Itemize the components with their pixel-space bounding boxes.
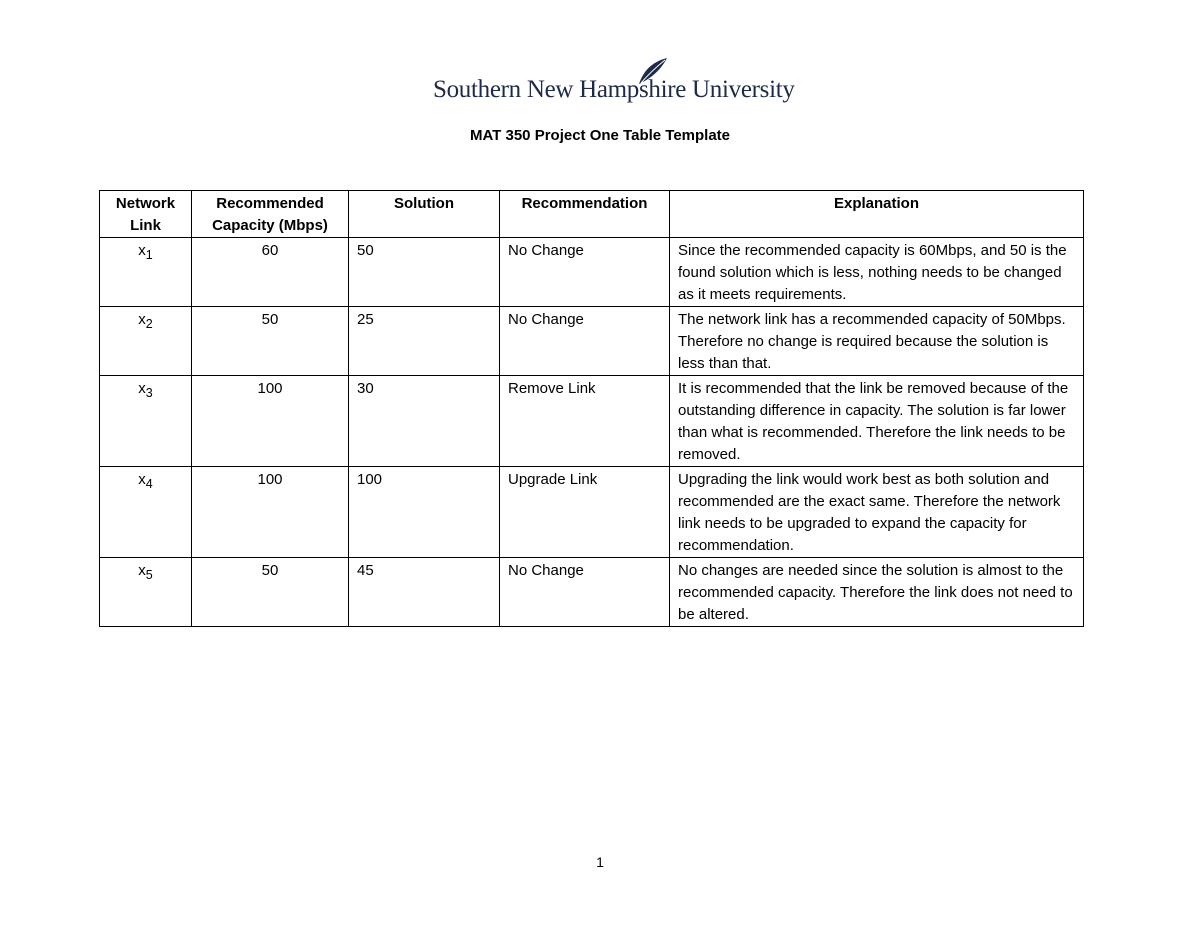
page-number: 1 [596,854,604,870]
data-table [99,190,1084,627]
recommendation-cell: No Change [500,307,670,376]
table-row [100,376,1084,467]
link-subscript: 2 [145,317,153,331]
solution-cell: 100 [349,467,500,558]
link-name: x [138,562,146,579]
table-row [100,238,1084,307]
recommendation-cell: No Change [500,238,670,307]
link-name: x [138,380,146,397]
table-row [100,307,1084,376]
capacity-cell: 60 [192,238,349,307]
page-title: MAT 350 Project One Table Template [469,127,731,144]
solution-cell: 30 [349,376,500,467]
explanation-cell: The network link has a recommended capacity of 50Mbps. Therefore no change is required because the solution is less than that. [670,307,1084,376]
solution-cell: 50 [349,238,500,307]
recommendation-cell: Upgrade Link [500,467,670,558]
link-cell [100,238,192,307]
logo-text: Southern New Hampshire University [433,76,795,103]
link-cell [100,307,192,376]
explanation-cell: Upgrading the link would work best as both solution and recommended are the exact same. Therefore the network link needs to be upgraded to expand the capacity for recommendation. [670,467,1084,558]
header-explanation: Explanation [670,191,1084,238]
solution-cell: 25 [349,307,500,376]
university-logo [433,56,795,108]
link-subscript: 5 [145,568,153,582]
link-name: x [138,471,146,488]
header-network-link: Network Link [100,191,192,238]
capacity-cell: 100 [192,376,349,467]
link-name: x [138,242,146,259]
explanation-cell: Since the recommended capacity is 60Mbps, and 50 is the found solution which is less, nothing needs to be changed as it meets requirements. [670,238,1084,307]
capacity-cell: 50 [192,307,349,376]
link-subscript: 4 [145,477,153,491]
capacity-cell: 100 [192,467,349,558]
table-row [100,467,1084,558]
table-header-row [100,191,1084,238]
link-cell [100,558,192,627]
capacity-cell: 50 [192,558,349,627]
header-recommended-capacity: Recommended Capacity (Mbps) [192,191,349,238]
recommendation-cell: Remove Link [500,376,670,467]
link-subscript: 1 [145,248,153,262]
link-name: x [138,311,146,328]
header-solution: Solution [349,191,500,238]
solution-cell: 45 [349,558,500,627]
link-cell [100,467,192,558]
explanation-cell: It is recommended that the link be removed because of the outstanding difference in capacity. The solution is far lower than what is recommended. Therefore the link needs to be removed. [670,376,1084,467]
table-row [100,558,1084,627]
link-subscript: 3 [145,386,153,400]
header-recommendation: Recommendation [500,191,670,238]
explanation-cell: No changes are needed since the solution is almost to the recommended capacity. Therefore the link does not need to be altered. [670,558,1084,627]
link-cell [100,376,192,467]
recommendation-cell: No Change [500,558,670,627]
